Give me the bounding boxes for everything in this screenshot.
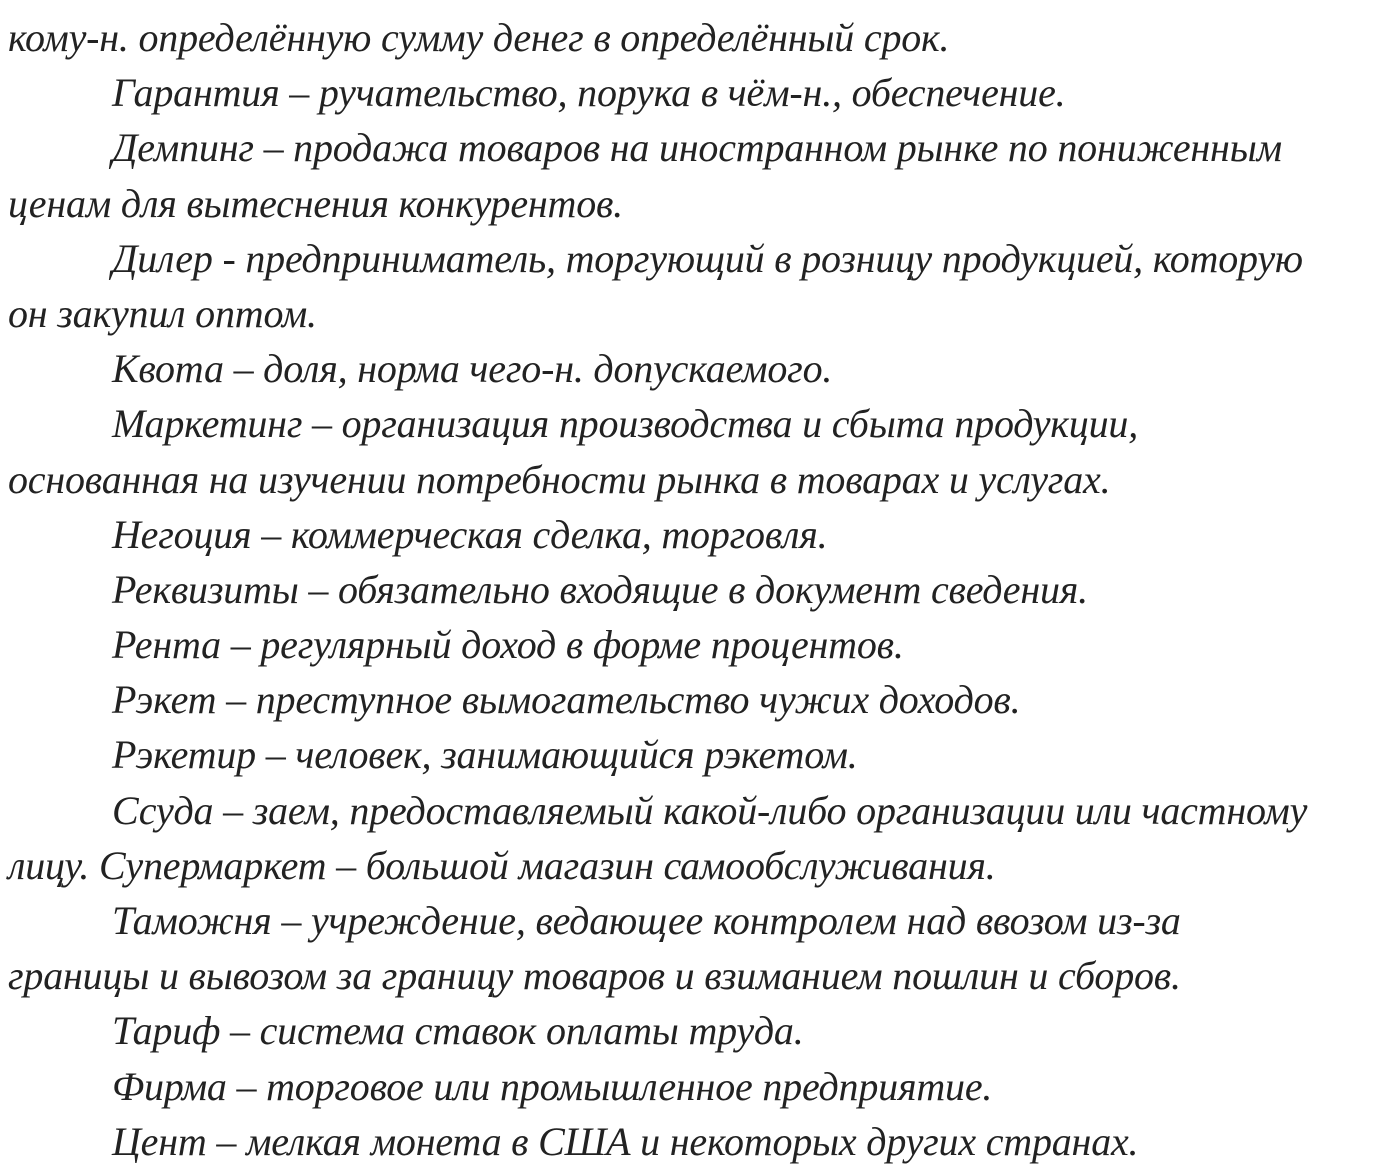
entry-rekvizity: Реквизиты – обязательно входящие в документ сведения. bbox=[112, 566, 1088, 612]
entry-ssuda: Ссуда – заем, предоставляемый какой-либо организации или частному bbox=[112, 787, 1308, 833]
text-line: границы и вывозом за границу товаров и взиманием пошлин и сборов. bbox=[8, 953, 1181, 999]
entry-marketing: Маркетинг – организация производства и сбыта продукции, bbox=[112, 401, 1139, 447]
entry-reket: Рэкет – преступное вымогательство чужих доходов. bbox=[112, 677, 1021, 723]
text-line: лицу. Супермаркет – большой магазин самообслуживания. bbox=[8, 842, 996, 888]
entry-renta: Рента – регулярный доход в форме процентов. bbox=[112, 622, 904, 668]
entry-tamozhnya: Таможня – учреждение, ведающее контролем над ввозом из-за bbox=[112, 898, 1181, 943]
entry-kvota: Квота – доля, норма чего-н. допускаемого. bbox=[112, 346, 833, 392]
text-line: он закупил оптом. bbox=[8, 290, 317, 336]
entry-garantiya: Гарантия – ручательство, порука в чём-н., обеспечение. bbox=[112, 70, 1066, 116]
glossary-text bbox=[8, 10, 1392, 1169]
entry-demping: Демпинг – продажа товаров на иностранном рынке по пониженным bbox=[112, 125, 1282, 171]
text-line: основанная на изучении потребности рынка в товарах и услугах. bbox=[8, 456, 1111, 502]
text-line: ценам для вытеснения конкурентов. bbox=[8, 180, 623, 226]
entry-diler: Дилер - предприниматель, торгующий в розницу продукцией, которую bbox=[112, 235, 1303, 281]
entry-negotsiya: Негоция – коммерческая сделка, торговля. bbox=[112, 511, 828, 557]
text-line: кому-н. определённую сумму денег в определённый срок. bbox=[8, 15, 950, 60]
entry-tarif: Тариф – система ставок оплаты труда. bbox=[112, 1008, 804, 1054]
entry-firma: Фирма – торговое или промышленное предприятие. bbox=[112, 1063, 993, 1109]
entry-tsent: Цент – мелкая монета в США и некоторых других странах. bbox=[112, 1118, 1139, 1164]
entry-reketir: Рэкетир – человек, занимающийся рэкетом. bbox=[112, 732, 858, 778]
